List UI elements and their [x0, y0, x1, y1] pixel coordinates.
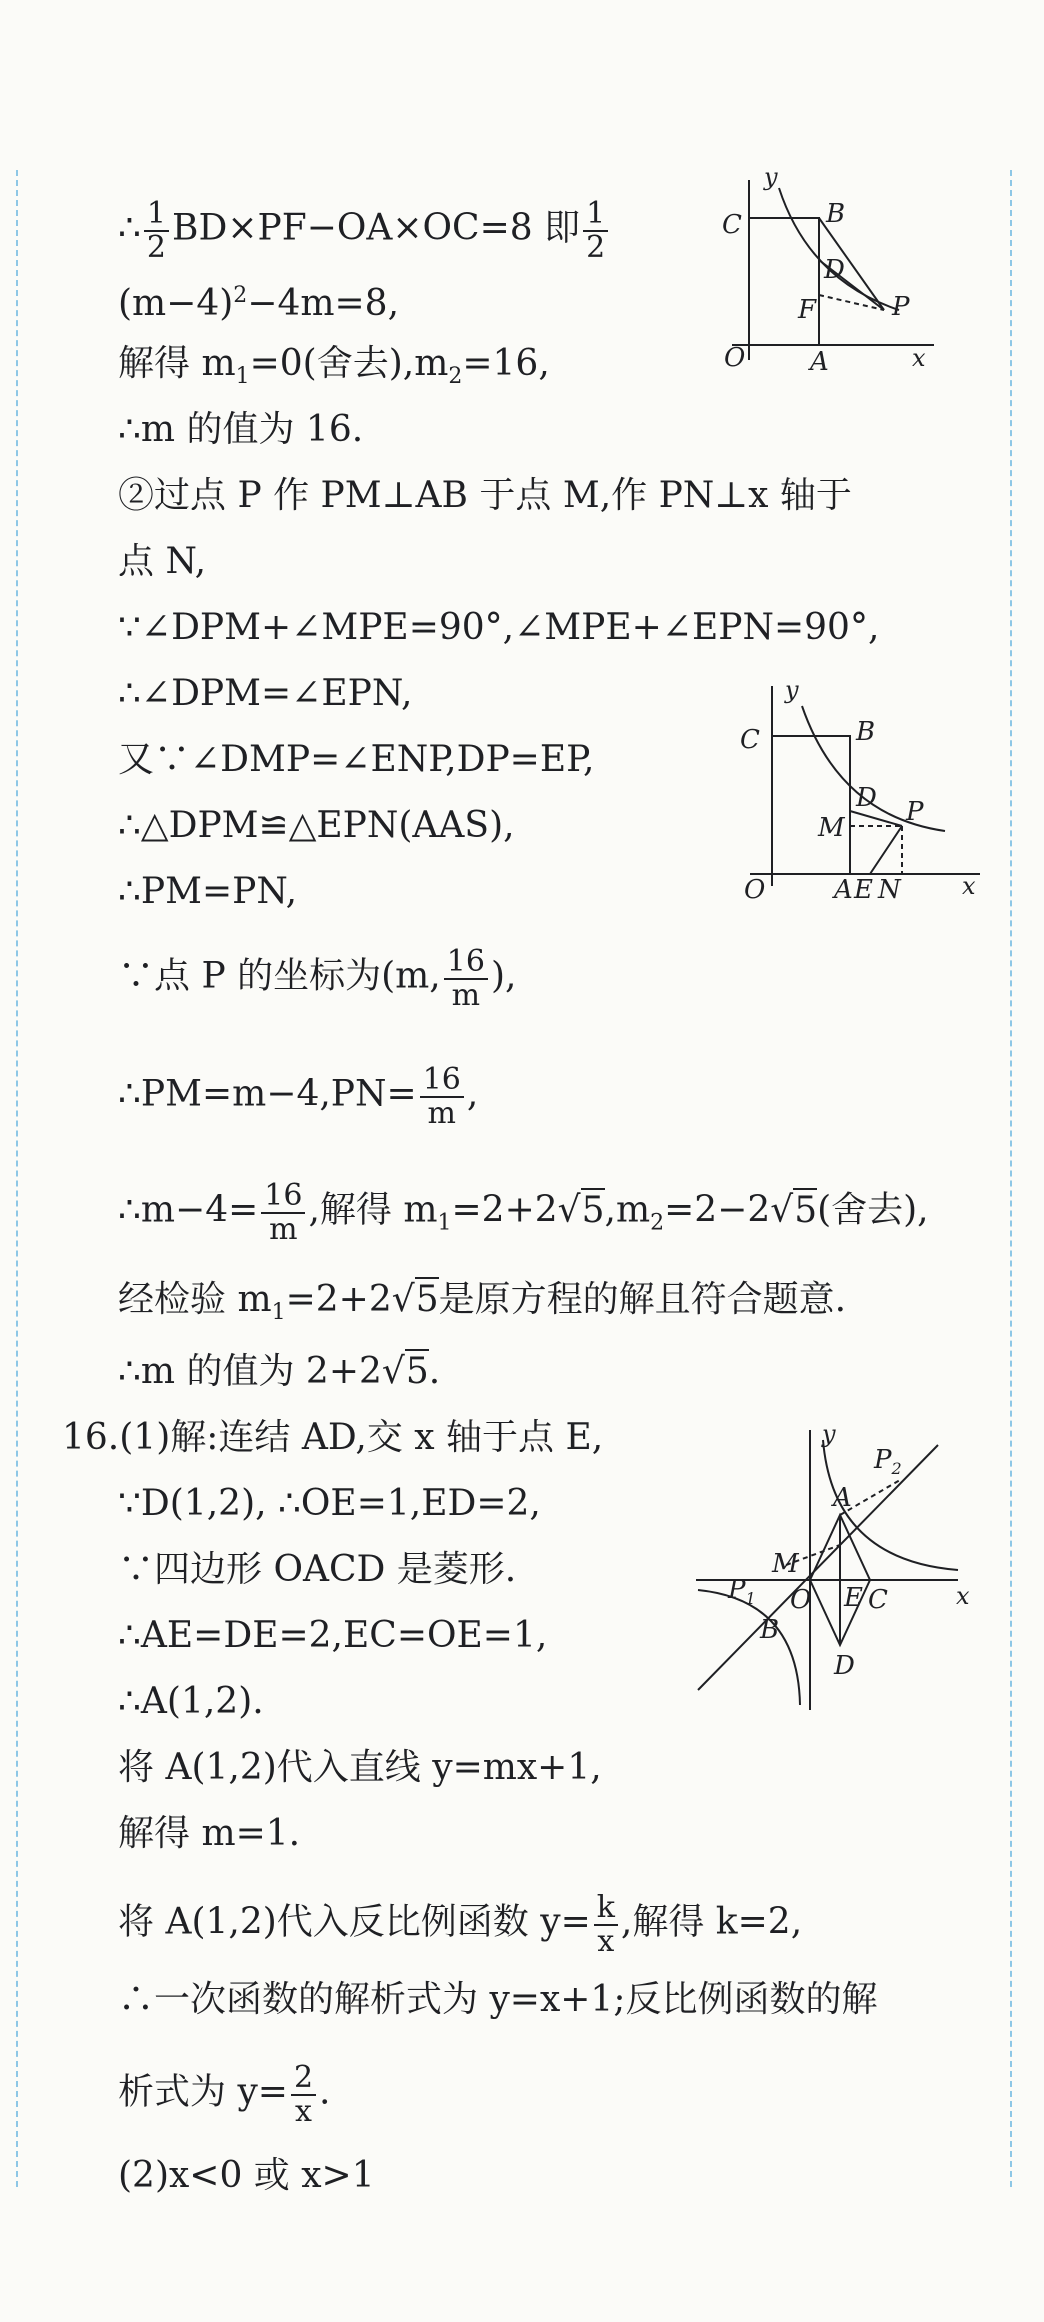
fraction: $\frac{k}{x}$	[594, 1892, 618, 1957]
label-y: y	[764, 170, 778, 191]
line-5: ②过点 P 作 PM⊥AB 于点 M,作 PN⊥x 轴于	[118, 475, 852, 516]
label-b: B	[826, 199, 846, 229]
label-e: E	[844, 1583, 863, 1613]
line-3: 解得 $m_1=0$(舍去)$,m_2=16$,	[118, 343, 550, 390]
line-21: ∴A(1,2).	[118, 1681, 264, 1722]
label-a: A	[834, 875, 853, 905]
label-a: A	[810, 347, 829, 377]
line-4: ∴m 的值为 16.	[118, 409, 364, 450]
fraction: $\frac{1}{2}$	[144, 198, 169, 263]
line-2: $(m-4)^2-4m=8$,	[118, 283, 400, 324]
right-border	[1010, 170, 1012, 2187]
label-n: N	[878, 875, 901, 905]
label-y: y	[785, 676, 799, 704]
label-e: E	[854, 875, 873, 905]
fraction: $\frac{2}{x}$	[291, 2062, 316, 2127]
line-8: ∴∠DPM=∠EPN,	[118, 673, 413, 714]
label-d: D	[856, 783, 877, 813]
line-17: 16.(1)解:连结 AD,交 x 轴于点 E,	[62, 1417, 604, 1458]
segment-ep	[870, 826, 902, 874]
label-x: x	[962, 872, 976, 900]
label-d: D	[834, 1651, 855, 1681]
line-18: ∵D(1,2), ∴OE=1,ED=2,	[118, 1483, 541, 1524]
line-14: ∴m−4= $\frac{16}{m}$ ,解得 $m_1=2+2√5,m_2=2-2√5$(舍去),	[118, 1178, 929, 1247]
line-6: 点 N,	[118, 541, 207, 582]
rectangle-oabc	[772, 736, 850, 874]
label-y: y	[822, 1420, 836, 1448]
label-c: C	[722, 210, 742, 240]
fraction: $\frac{1}{2}$	[583, 198, 608, 263]
label-b: B	[760, 1615, 780, 1645]
line-13: ∴PM=m−4,PN= $\frac{16}{m}$ ,	[118, 1062, 479, 1131]
left-border	[16, 170, 18, 2187]
label-m: M	[772, 1549, 799, 1579]
line-22: 将 A(1,2)代入直线 y=mx+1,	[118, 1747, 602, 1788]
line-y-x-plus-1	[698, 1445, 938, 1690]
line-15: 经检验 $m_1=2+2√5$是原方程的解且符合题意.	[118, 1279, 847, 1326]
label-p: P	[906, 797, 924, 827]
line-23: 解得 m=1.	[118, 1813, 301, 1854]
line-25: ∴一次函数的解析式为 y=x+1;反比例函数的解	[118, 1979, 878, 2020]
line-1: ∴ $\frac{1}{2}$ BD×PF−OA×OC=8 即 $\frac{1}{2}$	[118, 198, 611, 263]
label-d: D	[824, 255, 845, 285]
label-m: M	[818, 813, 845, 843]
label-x: x	[956, 1582, 970, 1610]
line-27: (2)x<0 或 x>1	[118, 2155, 375, 2196]
label-p2: $P_2$	[874, 1445, 902, 1478]
line-16: ∴m 的值为 2+2√5.	[118, 1351, 441, 1392]
label-c: C	[740, 725, 760, 755]
label-p: P	[892, 292, 910, 322]
line-19: ∵四边形 OACD 是菱形.	[118, 1549, 517, 1590]
label-o: O	[790, 1585, 812, 1615]
label-f: F	[798, 295, 817, 325]
line-10: ∴△DPM≌△EPN(AAS),	[118, 805, 515, 846]
line-26: 析式为 y= $\frac{2}{x}$ .	[118, 2060, 331, 2129]
label-c: C	[868, 1585, 888, 1615]
label-p1: $P_1$	[728, 1575, 756, 1608]
figure-3	[688, 1420, 984, 1720]
line-12: ∵点 P 的坐标为(m, $\frac{16}{m}$ ),	[118, 944, 517, 1013]
label-o: O	[744, 875, 766, 905]
label-a: A	[833, 1483, 852, 1513]
segment-dp	[850, 811, 902, 826]
fraction: $\frac{16}{m}$	[444, 946, 488, 1011]
figure-2	[730, 676, 990, 906]
fraction: $\frac{16}{m}$	[261, 1180, 305, 1245]
line-9: 又∵∠DMP=∠ENP,DP=EP,	[118, 739, 595, 780]
label-o: O	[724, 343, 746, 373]
line-11: ∴PM=PN,	[118, 871, 298, 912]
fraction: $\frac{16}{m}$	[420, 1064, 464, 1129]
label-b: B	[856, 717, 876, 747]
line-20: ∴AE=DE=2,EC=OE=1,	[118, 1615, 548, 1656]
line-7: ∵∠DPM+∠MPE=90°,∠MPE+∠EPN=90°,	[118, 607, 880, 648]
label-x: x	[912, 344, 926, 372]
line-24: 将 A(1,2)代入反比例函数 y= $\frac{k}{x}$ ,解得 k=2,	[118, 1890, 803, 1959]
rectangle-oabc	[749, 218, 819, 345]
figure-1	[714, 170, 954, 380]
